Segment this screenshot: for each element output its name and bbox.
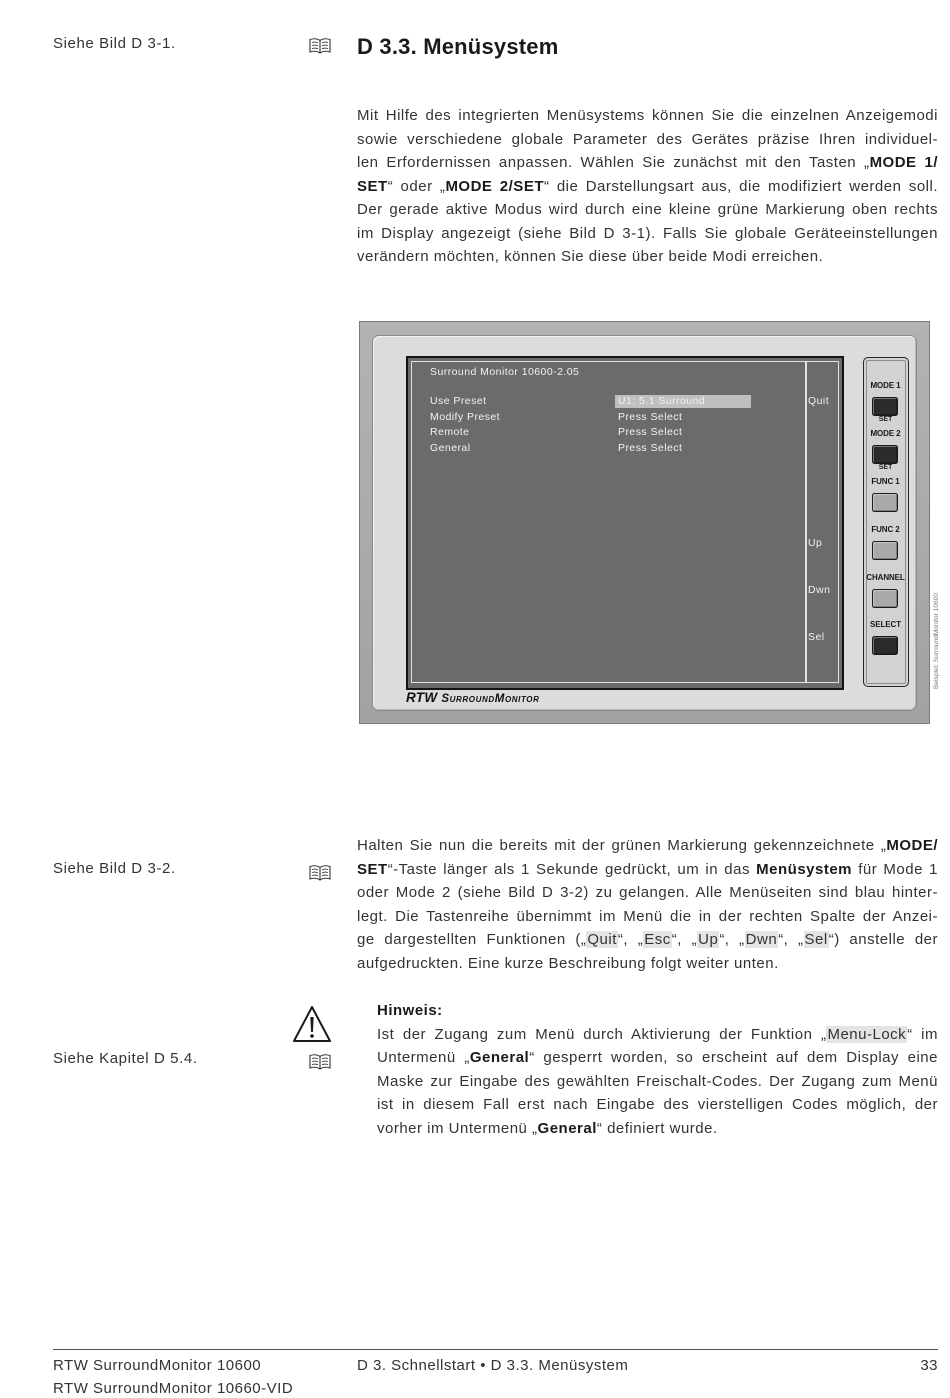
- menu-item-label: General: [430, 441, 471, 454]
- footer-product-2: RTW SurroundMonitor 10660-VID: [53, 1380, 294, 1397]
- key-sub-label: SET: [878, 416, 893, 423]
- logo-product: SurroundMonitor: [441, 693, 540, 705]
- text-run: “, „: [617, 931, 644, 948]
- text-run: “-Taste länger als 1 Sekunde gedrückt, um in das: [387, 860, 757, 878]
- note-title: Hinweis:: [377, 1002, 443, 1019]
- device-logo: [406, 691, 540, 706]
- text-run: verändern möchten, können Sie diese über beide Modi erreichen.: [357, 248, 824, 265]
- softkey-column-divider: [805, 361, 807, 683]
- text-run: sowie verschiedene globale Parameter des Gerätes präzise Ihren individuel-: [357, 130, 938, 148]
- key-label: CHANNEL: [866, 573, 905, 582]
- text-line: [377, 1023, 938, 1047]
- key-group-func-2: [864, 524, 907, 570]
- text-run: ge dargestellten Funktionen („: [357, 931, 587, 948]
- book-icon: [308, 37, 332, 55]
- text-line: [377, 1117, 938, 1141]
- section-heading: D 3.3. Menüsystem: [357, 34, 559, 59]
- device-display: [406, 356, 844, 690]
- text-line: [357, 128, 938, 152]
- softkey-select: Sel: [808, 631, 825, 643]
- page-number: 33: [920, 1357, 938, 1374]
- text-run: “, „: [778, 931, 804, 948]
- footer-section: D 3. Schnellstart • D 3.3. Menüsystem: [357, 1357, 629, 1374]
- highlighted-term: Esc: [644, 931, 671, 948]
- logo-brand: RTW: [406, 690, 438, 705]
- menu-item-value-selected: U1: 5.1 Surround: [615, 395, 751, 408]
- margin-note-figure-d3-2: Siehe Bild D 3-2.: [53, 860, 176, 877]
- text-run: Untermenü „: [377, 1049, 470, 1066]
- key-group-mode-1: [864, 380, 907, 426]
- margin-note-chapter-d5-4: Siehe Kapitel D 5.4.: [53, 1050, 198, 1067]
- key-label: FUNC 1: [871, 477, 900, 486]
- text-line: [357, 952, 938, 976]
- text-line: [357, 198, 938, 222]
- footer-rule: [53, 1349, 938, 1350]
- text-line: [357, 858, 938, 882]
- menu-item-label: Use Preset: [430, 395, 487, 407]
- text-run: oder Mode 2 (siehe Bild D 3-2) zu gelangen. Alle Menüseiten sind blau hinter-: [357, 884, 938, 901]
- text-run: “ definiert wurde.: [596, 1119, 718, 1137]
- menu-item-value: Press Select: [618, 441, 683, 454]
- text-run: “ im: [907, 1025, 938, 1043]
- text-line: [357, 245, 938, 269]
- device-keypad: [863, 357, 909, 687]
- key-sub-label: SET: [878, 464, 893, 471]
- text-run: vorher im Untermenü „: [377, 1119, 538, 1137]
- highlighted-term: Quit: [587, 931, 617, 948]
- bold-text: MODE 2/SET: [445, 177, 544, 195]
- select-button: [872, 636, 898, 655]
- func-1-button: [872, 493, 898, 512]
- bold-text: General: [469, 1049, 530, 1066]
- text-line: [377, 1093, 938, 1117]
- channel-button: [872, 589, 898, 608]
- display-title: Surround Monitor 10600-2.05: [430, 366, 580, 378]
- text-run: len Erfordernissen anpassen. Wählen Sie zunächst mit den Tasten „: [357, 154, 870, 171]
- text-run: legt. Die Tastenreihe übernimmt im Menü die in der rechten Spalte der Anzei-: [357, 907, 938, 925]
- book-icon: [308, 864, 332, 882]
- text-run: “ gesperrt worden, so erscheint auf dem Display eine: [529, 1049, 938, 1066]
- menu-item-label: Modify Preset: [430, 410, 501, 423]
- bold-text: SET: [357, 860, 388, 878]
- warning-icon: [292, 1004, 332, 1044]
- highlighted-term: Dwn: [745, 931, 778, 948]
- text-line: [357, 151, 938, 175]
- text-run: “, „: [719, 931, 745, 948]
- highlighted-term: Sel: [804, 931, 828, 948]
- text-line: [377, 1046, 938, 1070]
- intro-paragraph: [357, 104, 938, 269]
- text-line: [357, 834, 938, 858]
- text-line: [357, 104, 938, 128]
- text-line: [357, 175, 938, 199]
- softkey-up: Up: [808, 537, 823, 549]
- menu-item-value: Press Select: [618, 410, 683, 423]
- key-label: FUNC 2: [871, 525, 900, 534]
- key-group-channel: [864, 572, 907, 618]
- text-run: Halten Sie nun die bereits mit der grünen Markierung gekennzeichnete „: [357, 837, 887, 854]
- margin-note-figure-d3-1: Siehe Bild D 3-1.: [53, 35, 176, 52]
- figure-caption: Beispiel: SurroundMonitor 10600: [933, 592, 940, 690]
- key-group-func-1: [864, 476, 907, 522]
- menu-item-label: Remote: [430, 426, 470, 438]
- bold-text: MODE 1/: [869, 154, 938, 171]
- device-figure: [359, 321, 930, 724]
- menu-item-value: Press Select: [618, 426, 683, 438]
- note-body: [377, 1023, 938, 1141]
- footer-product-1: RTW SurroundMonitor 10600: [53, 1357, 262, 1374]
- text-run: im Display angezeigt (siehe Bild D 3-1). Falls Sie globale Geräteeinstellungen: [357, 224, 938, 242]
- text-run: “ oder „: [387, 177, 446, 195]
- text-run: aufgedruckten. Eine kurze Beschreibung folgt weiter unten.: [357, 954, 779, 972]
- text-line: [377, 1070, 938, 1094]
- bold-text: MODE/: [886, 837, 938, 854]
- text-line: [357, 881, 938, 905]
- book-icon: [308, 1053, 332, 1071]
- text-line: [357, 905, 938, 929]
- menu-paragraph: [357, 834, 938, 975]
- text-run: für Mode 1: [852, 860, 938, 878]
- text-run: “) anstelle der: [828, 931, 938, 948]
- highlighted-term: Menu-Lock: [827, 1025, 907, 1043]
- text-run: “ die Darstellungsart aus, die modifiziert werden soll.: [543, 177, 938, 195]
- bold-text: General: [537, 1119, 597, 1137]
- bold-text: Menüsystem: [756, 860, 853, 878]
- bold-text: SET: [357, 177, 388, 195]
- text-run: Ist der Zugang zum Menü durch Aktivierung der Funktion „: [377, 1025, 827, 1043]
- text-run: Mit Hilfe des integrierten Menüsystems können Sie die einzelnen Anzeigemodi: [357, 107, 938, 124]
- text-run: ist in diesem Fall erst nach Eingabe des vierstelligen Codes möglich, der: [377, 1096, 938, 1113]
- softkey-down: Dwn: [808, 584, 831, 596]
- key-group-mode-2: [864, 428, 907, 474]
- text-run: Der gerade aktive Modus wird durch eine kleine grüne Markierung oben rechts: [357, 201, 938, 218]
- func-2-button: [872, 541, 898, 560]
- key-label: MODE 2: [870, 429, 901, 438]
- key-label: SELECT: [870, 620, 901, 629]
- text-run: Maske zur Eingabe des gewählten Freischalt-Codes. Der Zugang zum Menü: [377, 1072, 938, 1090]
- highlighted-term: Up: [698, 931, 719, 948]
- key-group-select: [864, 619, 907, 665]
- text-run: “, „: [671, 931, 698, 948]
- text-line: [357, 222, 938, 246]
- key-label: MODE 1: [870, 381, 901, 390]
- text-line: [357, 928, 938, 952]
- softkey-quit: Quit: [808, 395, 830, 407]
